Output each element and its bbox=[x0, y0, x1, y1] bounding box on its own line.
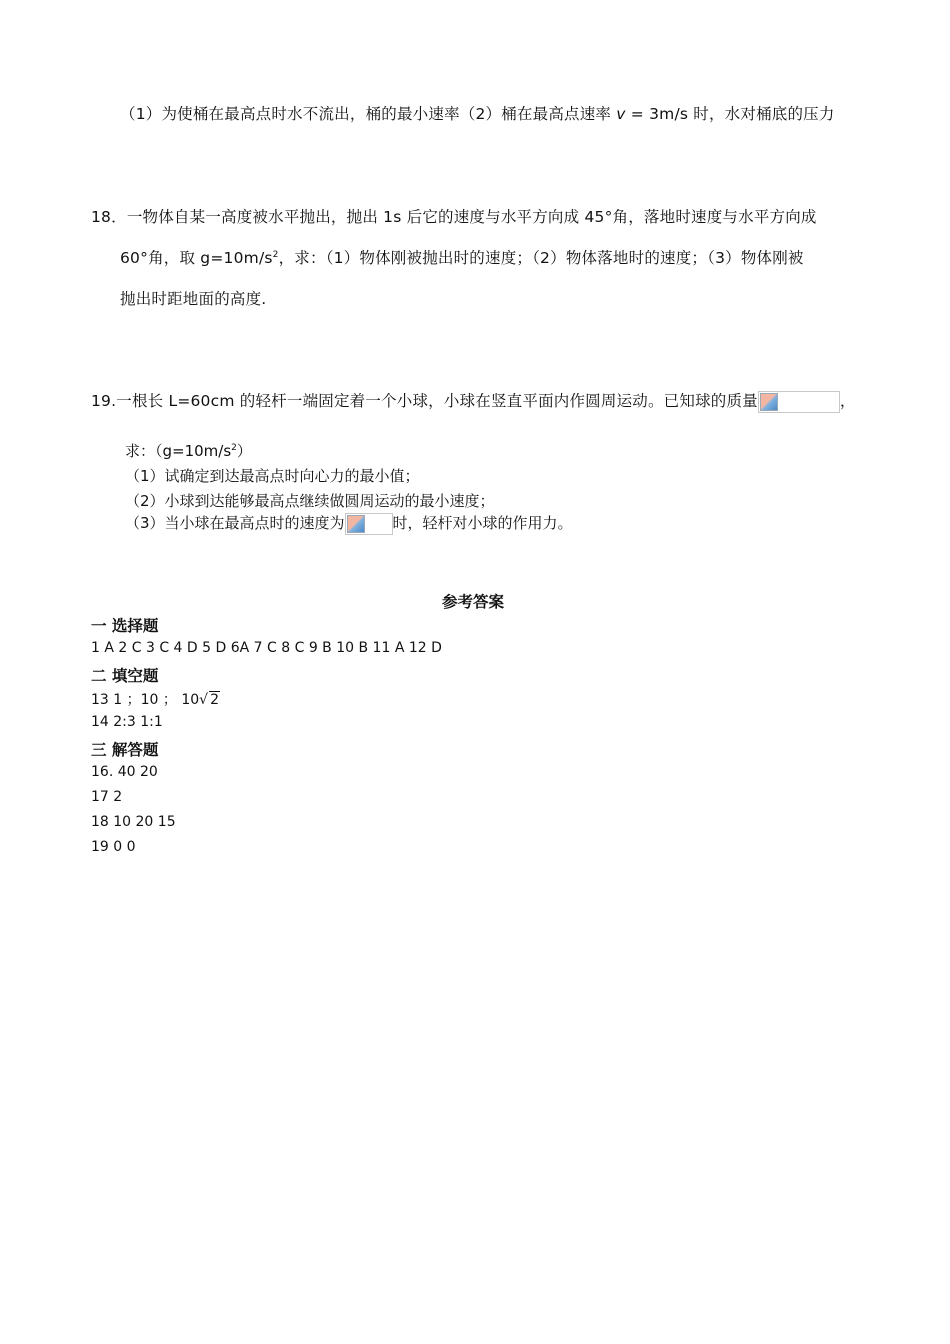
q19-sub2: （2）小球到达能够最高点继续做圆周运动的最小速度； bbox=[125, 492, 495, 510]
q19-line1: 19.一根长 L=60cm 的轻杆一端固定着一个小球，小球在竖直平面内作圆周运动。已知球的质量 ， bbox=[91, 389, 856, 413]
q17-part2: = 3m/s 时，水对桶底的压力 bbox=[625, 105, 835, 123]
q18-line1: 18．一物体自某一高度被水平抛出，抛出 1s 后它的速度与水平方向成 45°角，落地时速度与水平方向成 bbox=[91, 208, 817, 226]
answer-16: 16. 40 20 bbox=[91, 764, 158, 780]
q19-given: 求：$(g=10m/s^2)$ bbox=[125, 442, 252, 460]
answer-13: 13 1 ；10 ； 10√ 2 bbox=[91, 692, 219, 708]
section-fill: 二 填空题 bbox=[91, 667, 159, 685]
q19-sub3: （3）当小球在最高点时的速度为 时，轻杆对小球的作用力。 bbox=[125, 512, 573, 535]
q17-velocity-var: v bbox=[616, 105, 626, 123]
section-choice: 一 选择题 bbox=[91, 617, 159, 635]
answer-19: 19 0 0 bbox=[91, 839, 136, 855]
broken-image-icon bbox=[347, 515, 365, 533]
section-solve: 三 解答题 bbox=[91, 741, 159, 759]
speed-formula-image bbox=[345, 513, 393, 535]
q17-subquestions bbox=[120, 102, 835, 124]
choice-answers: 1 A 2 C 3 C 4 D 5 D 6A 7 C 8 C 9 B 10 B 11 A 12 D bbox=[91, 640, 442, 656]
answer-14: 14 2:3 1:1 bbox=[91, 714, 163, 730]
answer-17: 17 2 bbox=[91, 789, 123, 805]
broken-image-icon bbox=[760, 393, 778, 411]
sqrt-symbol: √ 2 bbox=[199, 692, 219, 708]
answers-title: 参考答案 bbox=[442, 593, 505, 611]
q19-sub1: （1）试确定到达最高点时向心力的最小值； bbox=[125, 467, 420, 485]
q18-line3: 抛出时距地面的高度. bbox=[120, 290, 267, 308]
mass-formula-image bbox=[758, 391, 840, 413]
q18-line2: 60°角，取 $g=10m/s^2$，求：（1）物体刚被抛出时的速度；（2）物体落地时的速度；（3）物体刚被 bbox=[120, 249, 804, 267]
q17-part1: （1）为使桶在最高点时水不流出，桶的最小速率（2）桶在最高点速率 bbox=[120, 105, 617, 123]
answer-18: 18 10 20 15 bbox=[91, 814, 176, 830]
